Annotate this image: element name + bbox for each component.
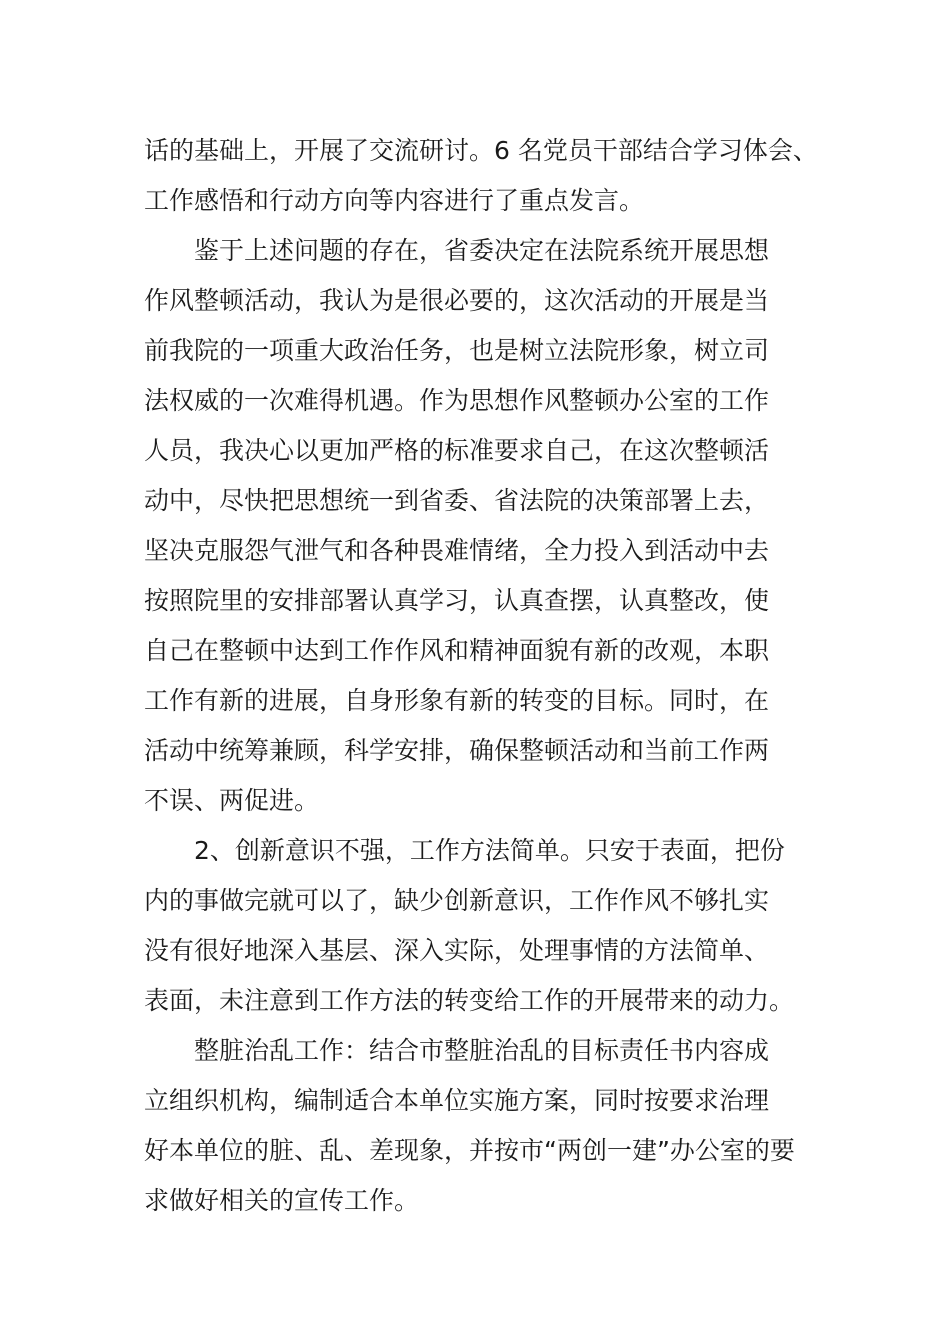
text-line-10: 按照院里的安排部署认真学习，认真查摆，认真整改，使 [144, 586, 770, 615]
text-line-18: 表面，未注意到工作方法的转变给工作的开展带来的动力。 [144, 986, 795, 1015]
text-line-19: 整脏治乱工作：结合市整脏治乱的目标责任书内容成 [194, 1036, 770, 1065]
text-line-8: 动中，尽快把思想统一到省委、省法院的决策部署上去， [144, 486, 770, 515]
text-line-16: 内的事做完就可以了，缺少创新意识，工作作风不够扎实 [144, 886, 770, 915]
document-body [144, 126, 844, 1226]
text-line-2: 工作感悟和行动方向等内容进行了重点发言。 [144, 186, 645, 215]
text-line-13: 活动中统筹兼顾，科学安排，确保整顿活动和当前工作两 [144, 736, 770, 765]
text-line-3: 鉴于上述问题的存在，省委决定在法院系统开展思想 [194, 236, 770, 265]
text-line-7: 人员，我决心以更加严格的标准要求自己，在这次整顿活 [144, 436, 770, 465]
text-line-9: 坚决克服怨气泄气和各种畏难情绪，全力投入到活动中去 [144, 536, 770, 565]
text-line-15: 2、创新意识不强，工作方法简单。只安于表面，把份 [194, 836, 785, 865]
text-line-6: 法权威的一次难得机遇。作为思想作风整顿办公室的工作 [144, 386, 770, 415]
text-line-4: 作风整顿活动，我认为是很必要的，这次活动的开展是当 [144, 286, 770, 315]
text-line-1: 话的基础上，开展了交流研讨。6 名党员干部结合学习体会、 [144, 136, 818, 165]
text-line-14: 不误、两促进。 [144, 786, 320, 815]
text-line-20: 立组织机构，编制适合本单位实施方案，同时按要求治理 [144, 1086, 770, 1115]
text-line-11: 自己在整顿中达到工作作风和精神面貌有新的改观，本职 [144, 636, 770, 665]
text-line-22: 求做好相关的宣传工作。 [144, 1186, 420, 1215]
text-line-5: 前我院的一项重大政治任务，也是树立法院形象，树立司 [144, 336, 770, 365]
text-line-12: 工作有新的进展，自身形象有新的转变的目标。同时，在 [144, 686, 770, 715]
text-line-21: 好本单位的脏、乱、差现象，并按市“两创一建”办公室的要 [144, 1136, 795, 1165]
text-line-17: 没有很好地深入基层、深入实际，处理事情的方法简单、 [144, 936, 770, 965]
